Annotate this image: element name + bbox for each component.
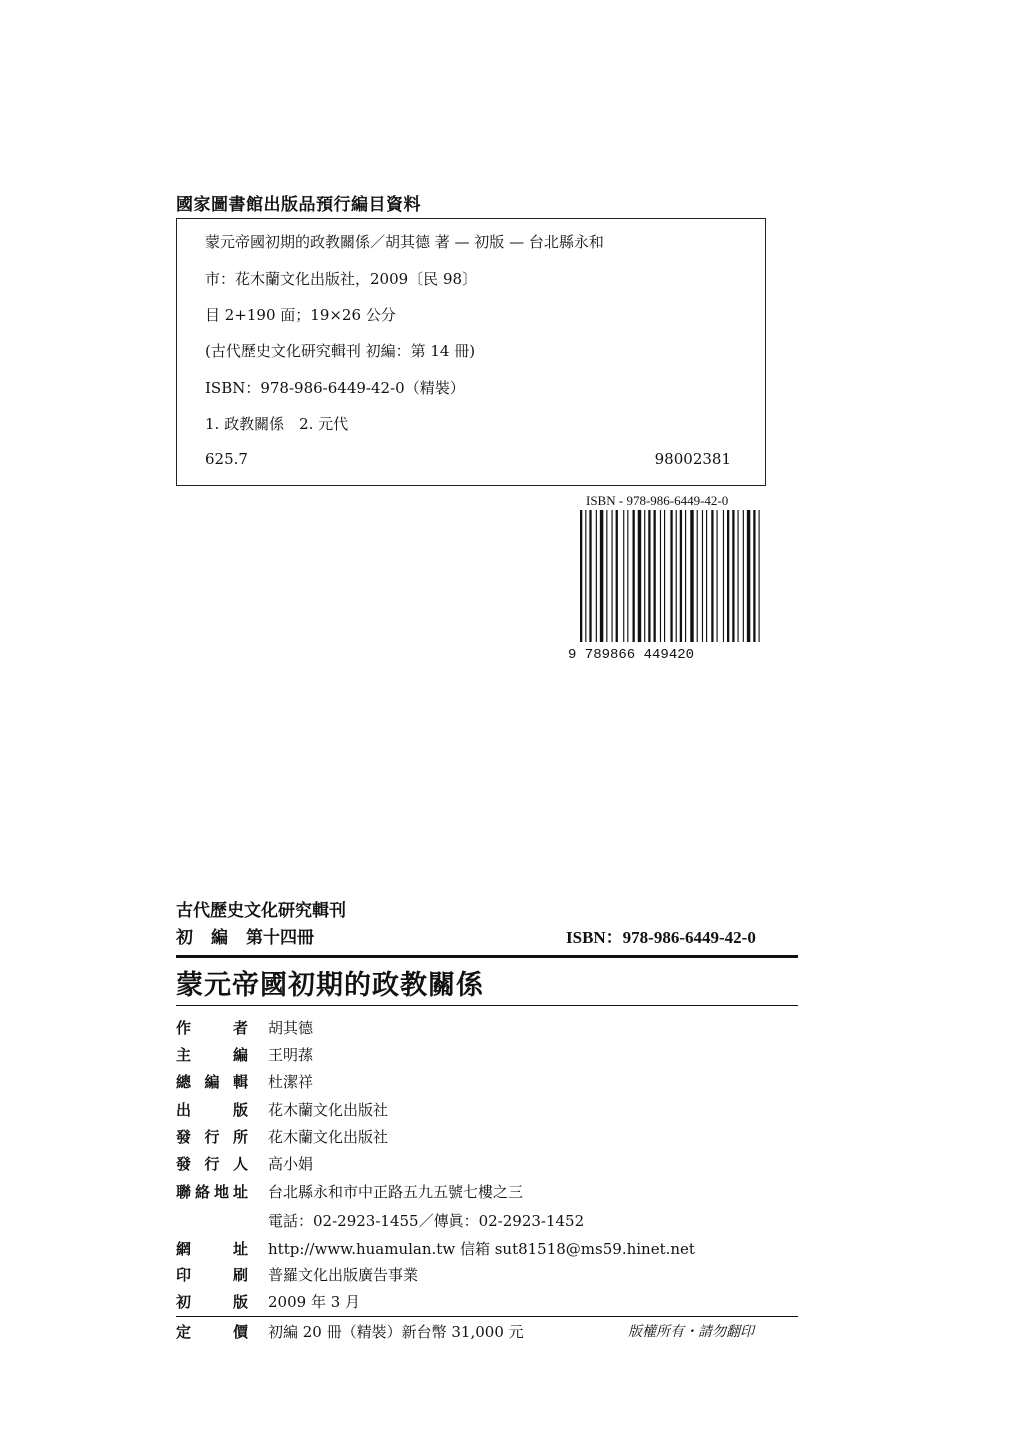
volume-line [176,923,314,948]
row-label: 總編輯 [176,1073,248,1091]
row-value: 台北縣永和市中正路五九五號七樓之三 [268,1183,524,1201]
row-label: 網 址 [176,1240,248,1258]
row-value: 王明蓀 [268,1046,314,1064]
barcode-bar [685,510,686,642]
barcode-bar [738,510,739,642]
barcode-bar [660,510,661,642]
barcode-bar [627,510,628,642]
barcode-isbn-label: ISBN - 978-986-6449-42-0 [586,493,729,508]
row-value: 杜潔祥 [268,1073,314,1091]
row-label: 發行所 [176,1128,248,1146]
barcode-bar [633,510,635,642]
imprint-row-first-edition [176,1291,360,1312]
barcode-image [566,510,770,662]
barcode-bar [759,510,760,642]
barcode-bar [732,510,734,642]
barcode-bar [717,510,718,642]
cip-title-line: 蒙元帝國初期的政教關係／胡其德 著 — 初版 — 台北縣永和 [205,233,604,251]
volume-label-first: 初 [176,928,193,948]
row-value: 2009 年 3 月 [268,1293,361,1311]
divider-thick [176,955,798,958]
barcode-bar [711,510,713,642]
row-value: 花木蘭文化出版社 [268,1101,389,1119]
row-value: 花木蘭文化出版社 [268,1128,389,1146]
cip-class-number: 625.7 [205,450,248,468]
barcode-bar [697,510,698,642]
row-label: 作 者 [176,1019,248,1037]
row-value: 高小娟 [268,1155,314,1173]
row-value: 初編 20 冊（精裝）新台幣 31,000 元 [268,1323,524,1341]
barcode-bar [743,510,744,642]
imprint-row-address [176,1181,523,1202]
imprint-row-editor [176,1044,313,1065]
barcode-digits: 9 789866 449420 [568,647,695,662]
imprint-row-chief-editor [176,1071,313,1092]
cip-record-box [176,218,766,486]
barcode-bar [690,510,693,642]
cip-heading: 國家圖書館出版品預行編目資料 [176,195,421,215]
row-value: http://www.huamulan.tw 信箱 sut81518@ms59.hinet.net [268,1240,695,1258]
barcode-bar [702,510,703,642]
barcode-bar [680,510,682,642]
imprint-row-publisher [176,1099,388,1120]
row-label: 主 編 [176,1046,248,1064]
barcode-bar [727,510,729,642]
imprint-row-distributor [176,1126,388,1147]
cip-publisher-line: 市：花木蘭文化出版社，2009〔民 98〕 [205,270,478,288]
barcode-bar [585,510,586,642]
volume-label-second: 編 [211,928,228,948]
barcode-bar [648,510,650,642]
row-label: 初 版 [176,1293,248,1311]
barcode-bar [723,510,724,642]
barcode-bar [670,510,672,642]
barcode-bar [638,510,641,642]
barcode-bar [616,510,618,642]
imprint-row-printer [176,1264,418,1285]
barcode-bar [706,510,707,642]
book-title: 蒙元帝國初期的政教關係 [176,970,484,1001]
barcode-bar [612,510,613,642]
rights-notice: 版權所有・請勿翻印 [628,1324,754,1340]
cip-subjects-line: 1. 政教關係 2. 元代 [205,415,349,433]
volume-number: 第十四冊 [246,928,314,948]
barcode-bar [676,510,677,642]
divider-price [176,1316,798,1317]
divider-thin [176,1005,798,1006]
barcode-bar [747,510,750,642]
row-label: 定 價 [176,1323,248,1341]
barcode-bar [623,510,624,642]
cip-isbn-line: ISBN：978-986-6449-42-0（精裝） [205,379,465,397]
imprint-row-author [176,1017,313,1038]
series-title: 古代歷史文化研究輯刊 [176,901,346,921]
row-label: 印 刷 [176,1266,248,1284]
imprint-row-price [176,1321,524,1342]
barcode-bar [589,510,591,642]
barcode-bar [753,510,755,642]
imprint-isbn: ISBN：978-986-6449-42-0 [566,928,756,947]
barcode-bar [596,510,597,642]
row-label: 聯絡地址 [176,1183,248,1201]
cip-record-number: 98002381 [654,450,731,468]
imprint-row-issuer [176,1153,313,1174]
barcode-bar [580,510,582,642]
row-value: 胡其德 [268,1019,314,1037]
barcode-bar [664,510,665,642]
barcode-bar [600,510,603,642]
barcode-bar [654,510,656,642]
row-label: 發行人 [176,1155,248,1173]
row-label: 出 版 [176,1101,248,1119]
cip-series-line: (古代歷史文化研究輯刊 初編：第 14 冊) [205,342,476,360]
row-value: 普羅文化出版廣告事業 [268,1266,419,1284]
barcode-bar [606,510,607,642]
imprint-phone-fax: 電話：02-2923-1455／傳眞：02-2923-1452 [268,1212,585,1230]
cip-pages-line: 目 2+190 面；19×26 公分 [205,306,396,324]
imprint-row-website [176,1238,695,1259]
barcode-bar [644,510,645,642]
